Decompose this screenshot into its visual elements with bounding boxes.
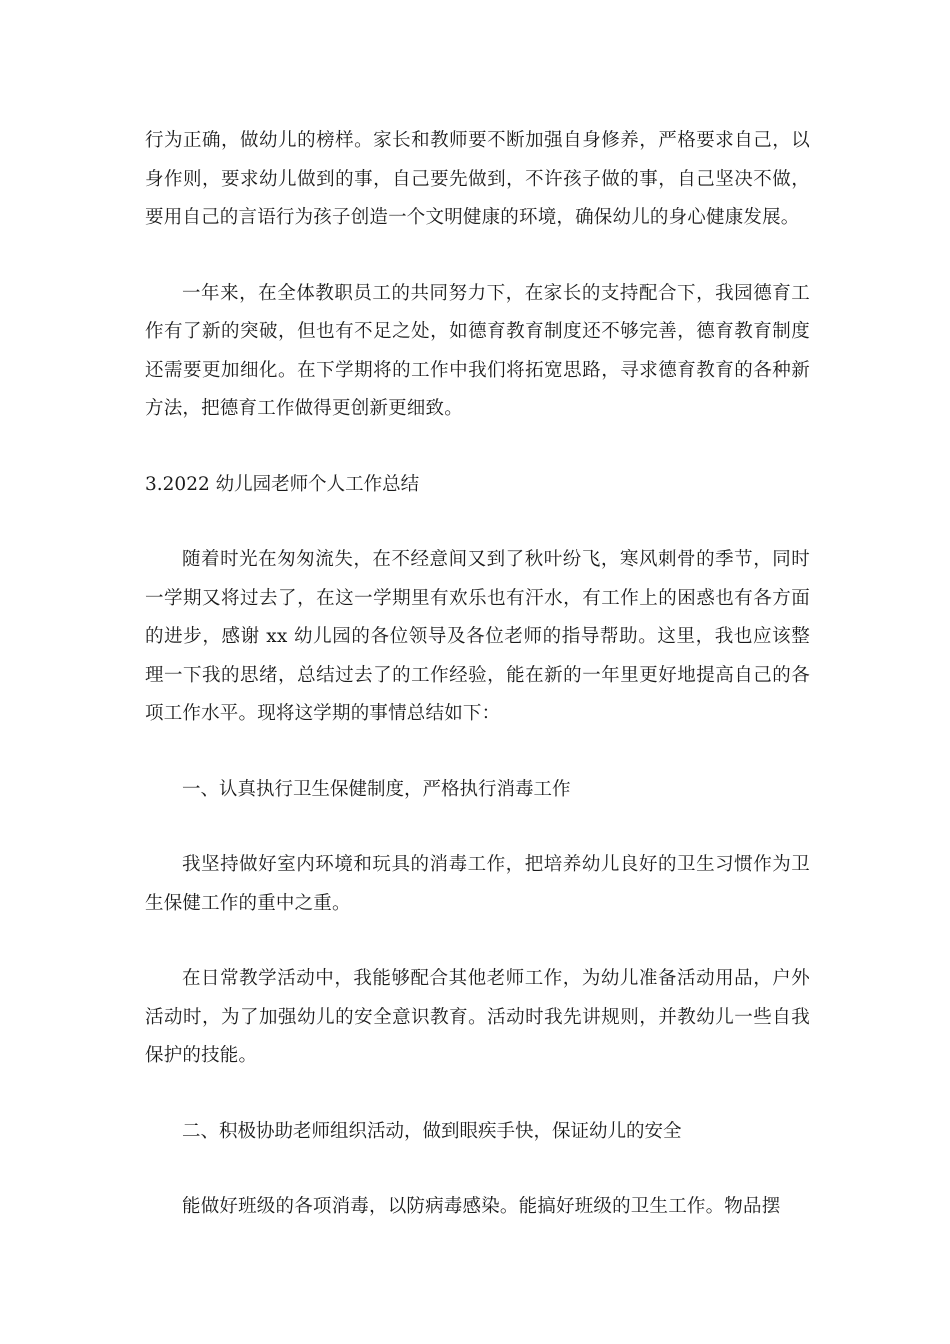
paragraph-gap: [145, 923, 810, 960]
section-title-assist: 二、积极协助老师组织活动，做到眼疾手快，保证幼儿的安全: [182, 1120, 682, 1142]
section-title-hygiene: 一、认真执行卫生保健制度，严格执行消毒工作: [182, 778, 571, 800]
paragraph-year-summary: 一年来，在全体教职员工的共同努力下，在家长的支持配合下，我园德育工作有了新的突破，但也有不足之处，如德育教育制度还不够完善，德育教育制度还需要更加细化。在下学期将的工作中我们将拓宽思路，寻求德育教育的各种新方法，把德育工作做得更创新更细致。: [145, 282, 810, 419]
paragraph-role-model: 行为正确，做幼儿的榜样。家长和教师要不断加强自身修养，严格要求自己，以身作则，要求幼儿做到的事，自己要先做到，不许孩子做的事，自己坚决不做，要用自己的言语行为孩子创造一个文明健康的环境，确保幼儿的身心健康发展。: [145, 130, 810, 228]
paragraph-gap: [145, 429, 810, 466]
paragraph-intro: 随着时光在匆匆流失，在不经意间又到了秋叶纷飞，寒风刺骨的季节，同时一学期又将过去了，在这一学期里有欢乐也有汗水，有工作上的困惑也有各方面的进步，感谢 xx 幼儿园的各位领导及各位老师的指导帮助。这里，我也应该整理一下我的思绪，总结过去了的工作经验，能在新的一年里更好地提高自己的各项工作水平。现将这学期的事情总结如下：: [145, 549, 810, 724]
paragraph-gap: [145, 238, 810, 275]
paragraph-gap: [145, 1151, 810, 1188]
document-page: [145, 122, 810, 1227]
article-heading: 3.2022 幼儿园老师个人工作总结: [145, 473, 420, 495]
paragraph-gap: [145, 734, 810, 771]
paragraph-daily-activities: 在日常教学活动中，我能够配合其他老师工作，为幼儿准备活动用品，户外活动时，为了加强幼儿的安全意识教育。活动时我先讲规则，并教幼儿一些自我保护的技能。: [145, 968, 810, 1066]
paragraph-class-hygiene: 能做好班级的各项消毒，以防病毒感染。能搞好班级的卫生工作。物品摆: [182, 1196, 781, 1217]
paragraph-disinfection: 我坚持做好室内环境和玩具的消毒工作，把培养幼儿良好的卫生习惯作为卫生保健工作的重中之重。: [145, 854, 810, 914]
paragraph-gap: [145, 504, 810, 541]
paragraph-gap: [145, 1076, 810, 1113]
paragraph-gap: [145, 809, 810, 846]
